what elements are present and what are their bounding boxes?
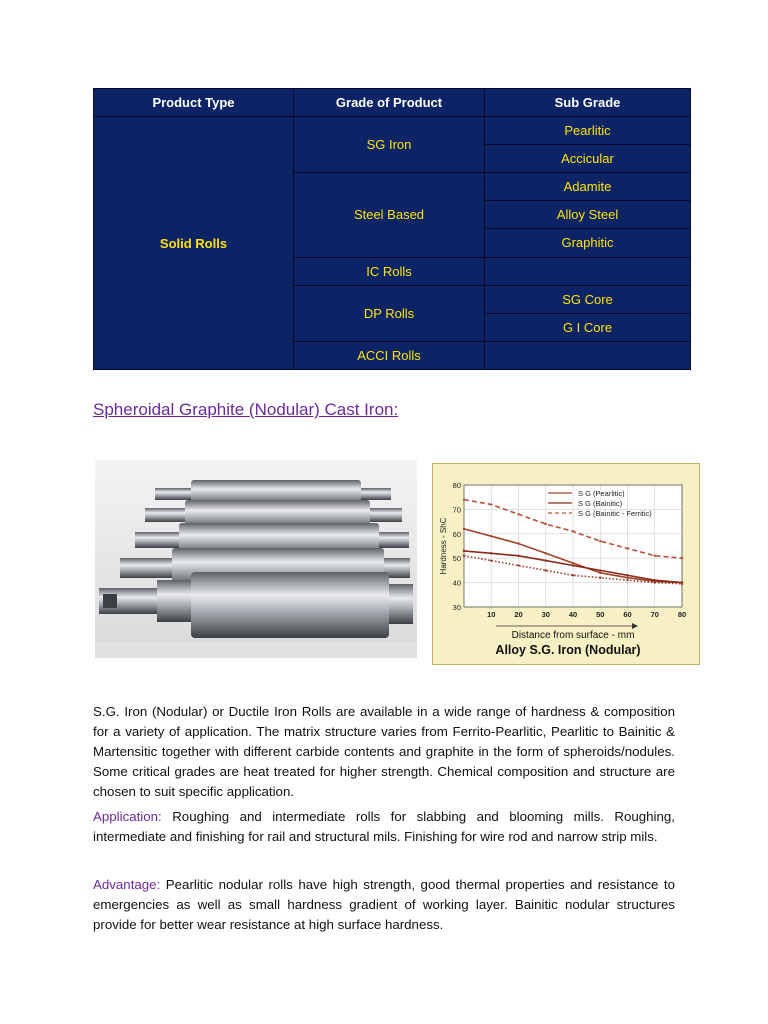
series-point bbox=[599, 569, 601, 571]
chart-ylabel: Hardness - ShC bbox=[439, 517, 448, 575]
y-tick-label: 70 bbox=[452, 505, 461, 515]
series-point bbox=[517, 555, 519, 557]
series-point bbox=[490, 552, 492, 554]
series-point bbox=[626, 577, 628, 579]
series-point bbox=[572, 530, 574, 532]
application-text: Roughing and intermediate rolls for slabbing and blooming mills. Roughing, intermediate and finishing for rail and structural mils. Finishing for wire rod and narrow strip mils. bbox=[93, 809, 675, 844]
series-point bbox=[572, 574, 574, 576]
sub-grade-cell: Accicular bbox=[485, 145, 691, 173]
series-point bbox=[681, 583, 683, 585]
product-table bbox=[93, 88, 691, 370]
grade-cell: SG Iron bbox=[294, 117, 485, 173]
series-point bbox=[599, 540, 601, 542]
series-point bbox=[545, 569, 547, 571]
y-tick-label: 80 bbox=[452, 481, 461, 490]
series-point bbox=[572, 564, 574, 566]
series-point bbox=[654, 579, 656, 581]
x-tick-label: 60 bbox=[623, 610, 632, 619]
x-tick-label: 50 bbox=[596, 610, 605, 619]
sub-grade-cell: Alloy Steel bbox=[485, 201, 691, 229]
header-grade-of-product: Grade of Product bbox=[294, 89, 485, 117]
table-header-row bbox=[94, 89, 691, 117]
header-sub-grade: Sub Grade bbox=[485, 89, 691, 117]
series-point bbox=[490, 535, 492, 537]
series-point bbox=[654, 555, 656, 557]
series-point bbox=[517, 564, 519, 566]
series-point bbox=[599, 572, 601, 574]
x-tick-label: 70 bbox=[650, 610, 659, 619]
legend-label-bainitic: S G (Bainitic) bbox=[578, 499, 623, 508]
sub-grade-cell: G I Core bbox=[485, 313, 691, 341]
product-type-cell: Solid Rolls bbox=[94, 117, 294, 370]
rolls-photo bbox=[95, 460, 417, 658]
y-tick-label: 40 bbox=[452, 578, 461, 588]
legend-label-bainitic-ferritic: S G (Bainitic - Ferritic) bbox=[578, 509, 652, 518]
series-point bbox=[490, 559, 492, 561]
series-point bbox=[654, 581, 656, 583]
x-tick-label: 80 bbox=[677, 610, 687, 619]
description-paragraph: S.G. Iron (Nodular) or Ductile Iron Rolls are available in a wide range of hardness & composition for a variety of application. The matrix structure varies from Ferrito-Pearlitic, Pearlitic to Bainitic & Martensitic together with different carbide contents and graphite in the form of spheroids/nodules. Some critical grades are heat treated for higher strength. Chemical composition and structure are chosen to suit specific application. bbox=[93, 704, 675, 799]
y-tick-label: 30 bbox=[452, 603, 461, 612]
grade-cell: IC Rolls bbox=[294, 257, 485, 285]
series-point bbox=[545, 559, 547, 561]
grade-cell: Steel Based bbox=[294, 173, 485, 257]
sub-grade-cell bbox=[485, 341, 691, 369]
series-point bbox=[626, 574, 628, 576]
advantage-paragraph bbox=[93, 875, 675, 935]
sub-grade-cell: SG Core bbox=[485, 285, 691, 313]
chart-title: Alloy S.G. Iron (Nodular) bbox=[495, 643, 641, 657]
x-tick-label: 10 bbox=[487, 610, 496, 619]
header-product-type: Product Type bbox=[94, 89, 294, 117]
series-point bbox=[681, 557, 683, 559]
series-point bbox=[545, 552, 547, 554]
series-point bbox=[626, 547, 628, 549]
grade-cell: ACCI Rolls bbox=[294, 341, 485, 369]
sub-grade-cell bbox=[485, 257, 691, 285]
series-point bbox=[599, 577, 601, 579]
y-tick-label: 60 bbox=[452, 529, 461, 539]
series-point bbox=[463, 528, 465, 530]
series-point bbox=[463, 555, 465, 557]
y-tick-label: 50 bbox=[452, 554, 461, 564]
section-heading: Spheroidal Graphite (Nodular) Cast Iron: bbox=[93, 400, 399, 419]
advantage-label: Advantage: bbox=[93, 877, 161, 892]
series-point bbox=[490, 503, 492, 505]
series-point bbox=[517, 542, 519, 544]
grade-cell: DP Rolls bbox=[294, 285, 485, 341]
sub-grade-cell: Adamite bbox=[485, 173, 691, 201]
series-point bbox=[572, 562, 574, 564]
series-point bbox=[463, 550, 465, 552]
series-point bbox=[517, 513, 519, 515]
x-tick-label: 30 bbox=[541, 610, 550, 619]
advantage-text: Pearlitic nodular rolls have high strength, good thermal properties and resistance to emergencies as well as small hardness gradient of working layer. Bainitic nodular structures provide for better wear resistance at high surface hardness. bbox=[93, 877, 675, 932]
chart-xlabel: Distance from surface - mm bbox=[511, 630, 635, 641]
series-point bbox=[463, 498, 465, 500]
series-point bbox=[545, 523, 547, 525]
x-tick-label: 40 bbox=[568, 610, 578, 619]
sub-grade-cell: Pearlitic bbox=[485, 117, 691, 145]
application-paragraph bbox=[93, 807, 675, 847]
hardness-chart bbox=[432, 463, 700, 665]
table-row bbox=[94, 117, 691, 145]
series-point bbox=[626, 579, 628, 581]
legend-label-pearlitic: S G (Pearlitic) bbox=[578, 489, 625, 498]
x-tick-label: 20 bbox=[514, 610, 523, 619]
sub-grade-cell: Graphitic bbox=[485, 229, 691, 257]
application-label: Application: bbox=[93, 809, 162, 824]
